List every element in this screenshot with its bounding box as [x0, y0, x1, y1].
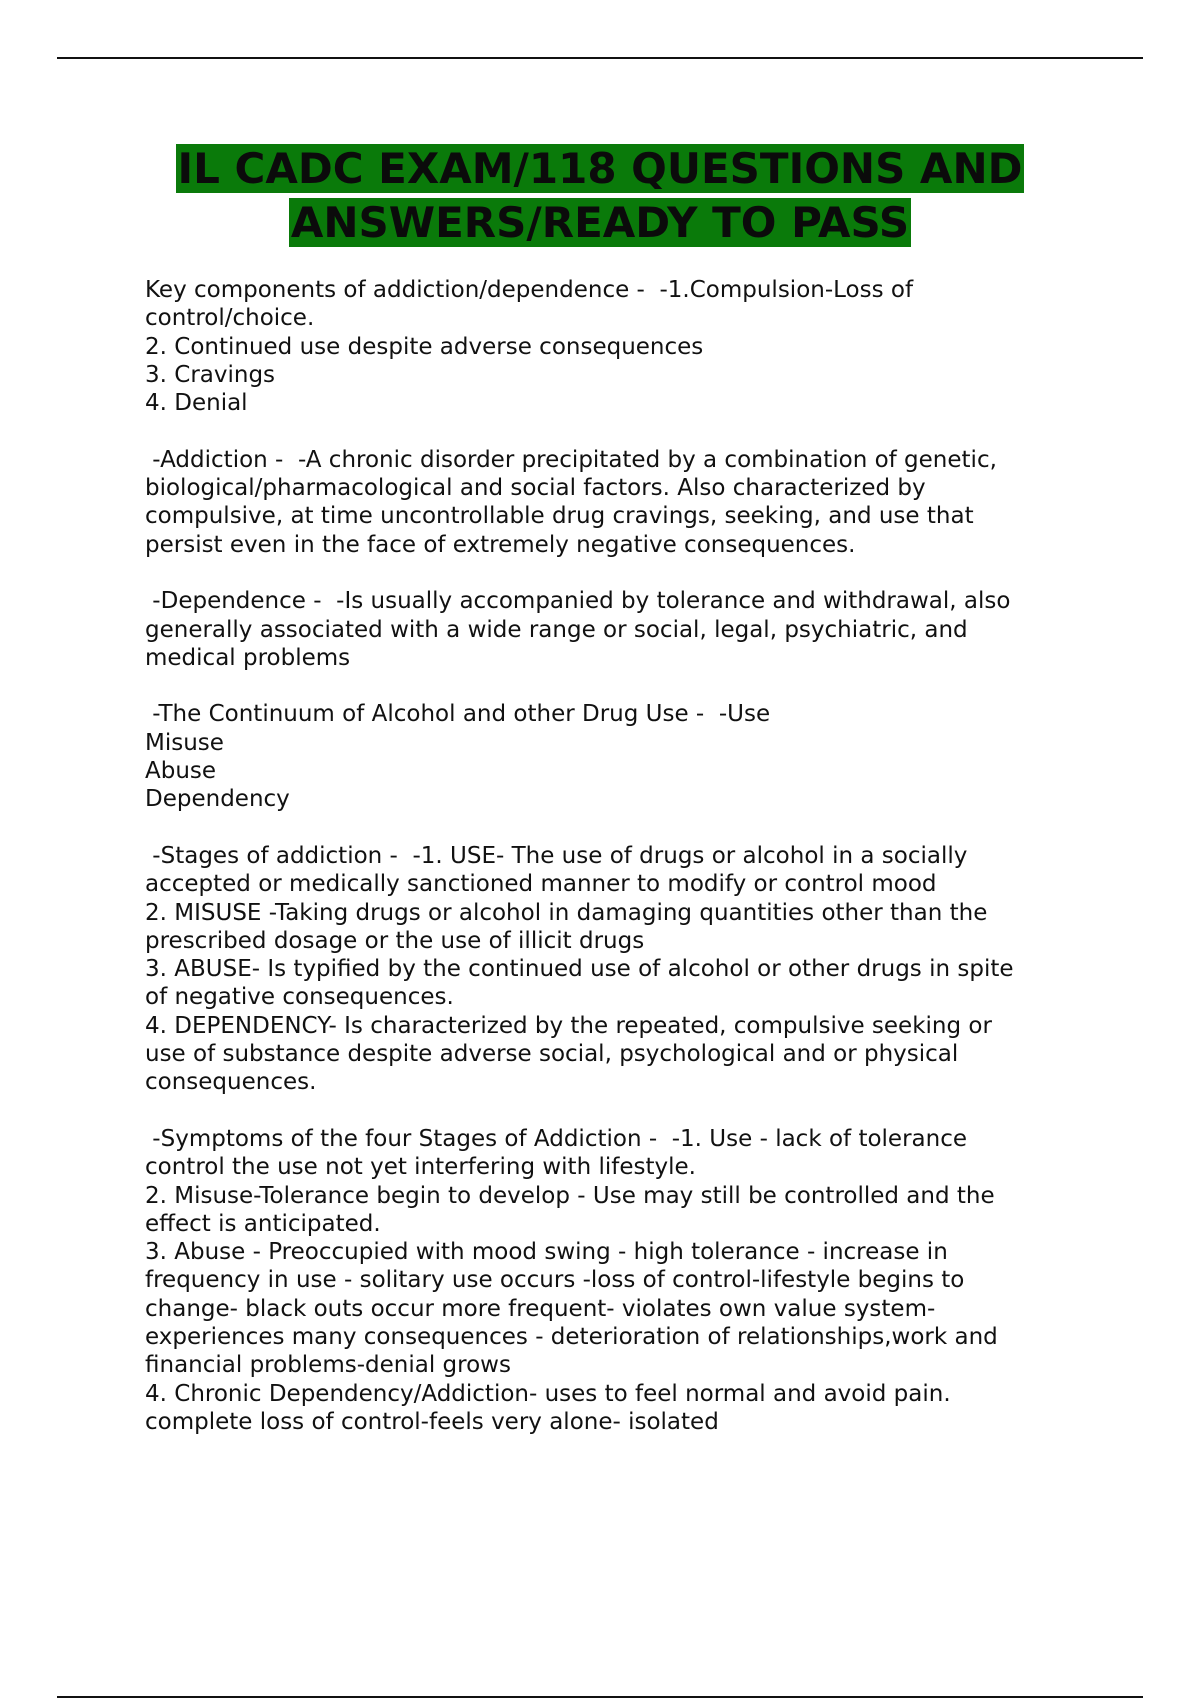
entry-line: 3. ABUSE- Is typified by the continued use of alcohol or other drugs in spite — [145, 956, 1014, 983]
entry-line: 4. Denial — [145, 390, 248, 417]
entry-line: Key components of addiction/dependence - -1.Compulsion-Loss of — [145, 277, 914, 303]
entry-line: 2. Continued use despite adverse consequences — [145, 333, 704, 360]
qa-entry — [145, 446, 1075, 559]
entry-line: complete loss of control-feels very alone- isolated — [145, 1408, 719, 1435]
title-line-2: ANSWERS/READY TO PASS — [290, 198, 910, 247]
qa-entry — [145, 276, 1075, 417]
entry-line: -Dependence - -Is usually accompanied by tolerance and withdrawal, also — [145, 588, 1011, 615]
entry-line: Misuse — [145, 729, 224, 756]
entry-line: medical problems — [145, 644, 351, 671]
entry-line: control the use not yet interfering with lifestyle. — [145, 1154, 696, 1181]
entry-line: Dependency — [145, 786, 290, 813]
entry-line: effect is anticipated. — [145, 1210, 381, 1237]
entry-line: consequences. — [145, 1069, 317, 1096]
entry-line: accepted or medically sanctioned manner to modify or control mood — [145, 871, 937, 898]
entry-line: biological/pharmacological and social factors. Also characterized by — [145, 475, 926, 502]
entry-line: prescribed dosage or the use of illicit drugs — [145, 927, 645, 954]
entry-line: 4. Chronic Dependency/Addiction- uses to feel normal and avoid pain. — [145, 1380, 951, 1407]
entry-line: -Stages of addiction - -1. USE- The use of drugs or alcohol in a socially — [145, 842, 968, 869]
entry-line: use of substance despite adverse social, psychological and or physical — [145, 1041, 959, 1068]
entry-line: -The Continuum of Alcohol and other Drug Use - -Use — [145, 701, 771, 728]
entry-line: persist even in the face of extremely negative consequences. — [145, 531, 856, 558]
entry-line: -Symptoms of the four Stages of Addiction - -1. Use - lack of tolerance — [145, 1125, 967, 1152]
qa-entry — [145, 700, 1075, 813]
title-line-1: IL CADC EXAM/118 QUESTIONS AND — [177, 144, 1023, 193]
footer-rule — [57, 1696, 1143, 1698]
entry-line: experiences many consequences - deterioration of relationships,work and — [145, 1323, 998, 1350]
entry-line: compulsive, at time uncontrollable drug cravings, seeking, and use that — [145, 503, 974, 530]
qa-entry — [145, 587, 1075, 672]
header-rule — [57, 57, 1143, 59]
qa-entry — [145, 1125, 1075, 1436]
entry-line: control/choice. — [145, 305, 315, 332]
entry-line: 3. Cravings — [145, 361, 276, 388]
title-block — [0, 142, 1200, 250]
entry-line: generally associated with a wide range or social, legal, psychiatric, and — [145, 616, 968, 643]
entry-line: 3. Abuse - Preoccupied with mood swing - high tolerance - increase in — [145, 1239, 948, 1266]
document-title — [176, 144, 1025, 247]
document-body — [145, 276, 1075, 1464]
entry-line: frequency in use - solitary use occurs -loss of control-lifestyle begins to — [145, 1267, 965, 1294]
entry-line: 2. Misuse-Tolerance begin to develop - Use may still be controlled and the — [145, 1182, 995, 1209]
entry-line: Abuse — [145, 758, 217, 785]
entry-line: of negative consequences. — [145, 984, 454, 1011]
entry-line: -Addiction - -A chronic disorder precipitated by a combination of genetic, — [145, 446, 997, 473]
entry-line: financial problems-denial grows — [145, 1352, 511, 1379]
entry-line: change- black outs occur more frequent- violates own value system- — [145, 1295, 936, 1322]
entry-line: 4. DEPENDENCY- Is characterized by the repeated, compulsive seeking or — [145, 1012, 992, 1039]
qa-entry — [145, 842, 1075, 1097]
entry-line: 2. MISUSE -Taking drugs or alcohol in damaging quantities other than the — [145, 899, 988, 926]
